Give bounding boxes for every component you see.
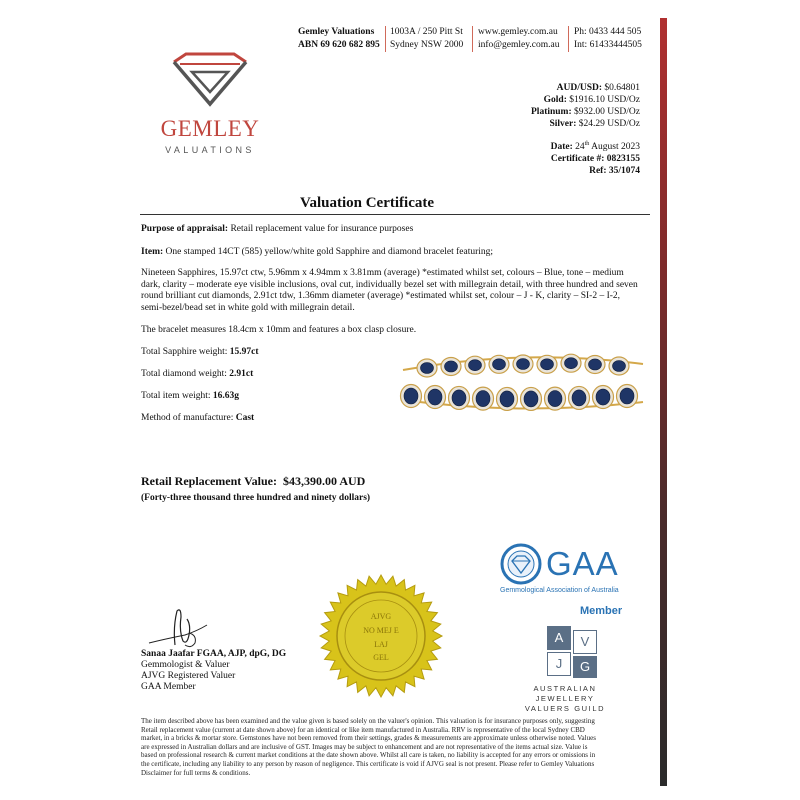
item-label: Item: [141,247,164,257]
sapphire-stone [548,391,562,407]
header-address [390,26,463,52]
international-number: Int: 61433444505 [574,40,642,50]
sapphire-stone [565,358,578,369]
logo-wordmark: GEMLEY [160,116,260,141]
rates-block [480,82,640,130]
signatory-role: Gemmologist & Valuer [141,660,230,670]
ajvg-logo [547,626,597,678]
sapphire-stone [620,388,634,404]
disclaimer-line: the certificate, including any liability to any person by reason of negligence. This certificate is void if AJVG seal is not present. Please refer to Gemley Valuations [141,759,595,768]
sapphire-stone [613,361,626,372]
header-divider [568,26,569,52]
spec-label: Total diamond weight: [141,369,227,379]
date-day: 24 [575,142,585,153]
spec-sapphire [141,347,259,359]
disclaimer-line: are expressed in Australian dollars and are inclusive of GST. Images may be subject to enhancement and are not representative of the items actual size. Value is [141,742,588,751]
sapphire-stone [541,359,554,370]
platinum-label: Platinum: [531,107,572,117]
header-divider [472,26,473,52]
aud-usd-value: $0.64801 [604,83,640,93]
disclaimer-line: based on professional research & current market conditions at the date shown above. Whilst all care is taken, no liability is accepted for any errors or omissions in [141,751,596,760]
seal-text: AJVG [370,612,392,621]
gaa-full-name: Gemmological Association of Australia [500,587,619,594]
spec-label: Total item weight: [141,391,211,401]
description-line: semi-bezel/bead set in white gold with millegrain detail. [141,302,355,313]
gaa-member-label: Member [580,605,623,617]
phone-number: Ph: 0433 444 505 [574,27,642,37]
signatory-block [141,649,286,693]
disclaimer-line: Retail replacement value (current at date shown above) for an identical or like item manufactured in Australia. RRV is representative of the local Sydney CBD [141,725,585,734]
retail-value-amount: $43,390.00 AUD [282,474,366,488]
sapphire-stone [404,388,418,404]
gem-row-top [417,354,629,377]
sapphire-stone [493,359,506,370]
title-underline [140,214,650,215]
logo-subtitle: VALUATIONS [165,145,255,155]
date-rest: August 2023 [591,142,640,153]
aud-usd-label: AUD/USD: [556,83,602,93]
ref-label: Ref: [589,166,607,177]
description-paragraph [141,268,638,314]
seal-text: GEL [373,653,389,662]
disclaimer-line: The item described above has been examined and the value given is based solely on the valuer's opinion. This valuation is for insurance purposes only, suggesting [141,717,595,725]
spec-value: 2.91ct [229,369,254,379]
gold-label: Gold: [543,95,567,105]
certificate-label: Certificate #: [550,154,605,165]
spec-diamond [141,369,253,381]
measure-line: The bracelet measures 18.4cm x 10mm and features a box clasp closure. [141,325,417,335]
sapphire-stone [428,389,442,405]
sapphire-stone [517,359,530,370]
sapphire-stone [589,359,602,370]
signatory-name: Sanaa Jaafar FGAA, AJP, dpG, DG [141,649,287,659]
header-phone [574,26,642,52]
spec-method [141,413,254,425]
ajvg-caption [505,684,625,714]
gaa-emblem-icon [500,543,542,585]
header-divider [385,26,386,52]
item-text: One stamped 14CT (585) yellow/white gold Sapphire and diamond bracelet featuring; [165,247,494,257]
purpose-text: Retail replacement value for insurance purposes [230,224,414,234]
spec-value: 16.63g [212,391,240,401]
seal-text: LAJ [374,640,388,649]
ajvg-letter: V [573,630,597,654]
website-link[interactable]: www.gemley.com.au [478,27,558,37]
retail-value-label: Retail Replacement Value: [141,474,277,488]
sapphire-stone [476,391,490,407]
gaa-wordmark: GAA [546,545,619,582]
sapphire-stone [500,391,514,407]
header-company [298,26,380,52]
certificate-number: 0823155 [606,154,640,165]
ajvg-caption-line: VALUERS GUILD [524,704,606,713]
retail-value-line [141,474,365,489]
platinum-value: $932.00 USD/Oz [574,107,640,117]
ajvg-letter: G [573,656,597,678]
gemley-diamond-logo-icon [170,52,250,108]
side-accent-bar [660,18,667,786]
ajvg-letter: A [547,626,571,650]
date-label: Date: [550,142,573,153]
spec-value: 15.97ct [229,347,259,357]
spec-label: Method of manufacture: [141,413,234,423]
ajvg-caption-line: AUSTRALIAN JEWELLERY [533,684,597,703]
sapphire-stone [421,363,434,374]
sapphire-stone [524,391,538,407]
signatory-role: AJVG Registered Valuer [141,671,236,681]
sapphire-stone [452,390,466,406]
silver-value: $24.29 USD/Oz [578,119,640,129]
company-name: Gemley Valuations [298,27,375,37]
header-web [478,26,559,52]
description-line: dark, clarity – moderate eye visible inclusions, oval cut, individually bezel set with millegrain detail, with three hundred and seven [141,279,638,290]
purpose-label: Purpose of appraisal: [141,224,229,234]
spec-value: Cast [235,413,255,423]
description-line: round brilliant cut diamonds, 2.91ct tdw, 1.36mm diameter (average) *estimated whilst set, colour – J - K, clarity – SI-2 – I-2, [141,291,621,301]
silver-label: Silver: [549,119,577,129]
company-abn: ABN 69 620 682 895 [298,40,380,50]
email-link[interactable]: info@gemley.com.au [478,40,560,50]
ajvg-letter: J [547,652,571,676]
retail-value-words: (Forty-three thousand three hundred and ninety dollars) [141,493,371,503]
disclaimer-line: Disclaimer for full terms & conditions. [141,768,251,777]
page-title: Valuation Certificate [300,195,435,211]
handwritten-signature-icon [145,605,225,651]
meta-block [480,138,640,177]
sapphire-stone [469,360,482,371]
spec-item [141,391,239,403]
signatory-role: GAA Member [141,682,196,692]
date-suffix: th [584,141,590,147]
sapphire-stone [596,389,610,405]
sapphire-stone [572,390,586,406]
spec-label: Total Sapphire weight: [141,347,228,357]
gold-value: $1916.10 USD/Oz [569,95,640,105]
disclaimer-text [141,717,656,777]
address-line2: Sydney NSW 2000 [390,40,464,50]
ref-number: 35/1074 [608,166,640,177]
sapphire-stone [445,361,458,372]
seal-text: NO MEJ E [363,626,399,635]
ajvg-gold-seal-icon [318,573,444,699]
description-line: Nineteen Sapphires, 15.97ct ctw, 5.96mm x 4.94mm x 3.81mm (average) *estimated whilst set, colours – Blue, tone – medium [141,268,624,278]
purpose-line [141,224,413,236]
address-line1: 1003A / 250 Pitt St [390,27,463,37]
bracelet-photo [399,350,647,418]
disclaimer-line: market, in a bricks & mortar store. Gemstones have not been removed from their settings, grades & measurements are approximate unless otherwise noted. Values [141,734,596,743]
item-line [141,247,493,259]
